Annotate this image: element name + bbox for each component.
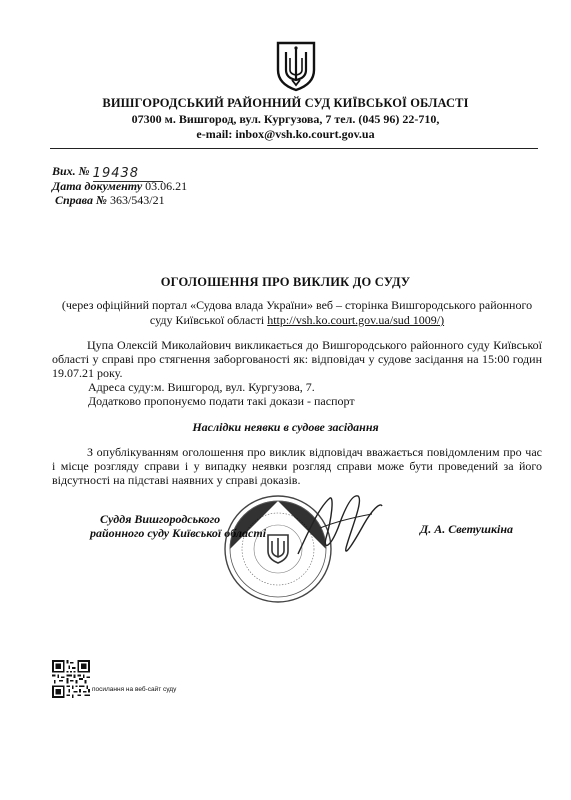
outgoing-number-row — [52, 164, 163, 180]
case-number-row — [55, 193, 165, 208]
consequences-title: Наслідки неявки в судове засідання — [192, 420, 379, 434]
document-date: 03.06.21 — [145, 179, 188, 193]
case-number-label: Справа № — [55, 193, 107, 207]
outgoing-number: 19438 — [92, 166, 140, 181]
handwritten-signature-icon — [290, 488, 390, 568]
trident-coat-of-arms-icon — [275, 40, 317, 92]
evidence-line: Додатково пропонуємо подати такі докази - паспорт — [88, 394, 355, 408]
header-divider — [50, 148, 538, 149]
document-date-label: Дата документу — [52, 179, 143, 193]
document-date-row — [52, 179, 187, 194]
portal-link[interactable]: http://vsh.ko.court.gov.ua/sud 1009/) — [267, 313, 445, 327]
case-number: 363/543/21 — [109, 193, 165, 207]
qr-caption: посилання на веб-сайт суду — [92, 686, 177, 693]
qr-code-icon[interactable] — [52, 660, 90, 698]
court-address: 07300 м. Вишгород, вул. Кургузова, 7 тел. (045 96) 22-710, — [131, 112, 440, 126]
judge-position-line2: районного суду Київської області — [90, 526, 267, 540]
notice-title: ОГОЛОШЕННЯ ПРО ВИКЛИК ДО СУДУ — [160, 275, 411, 289]
portal-text: (через офіційний портал «Судова влада України» веб – сторінка Вишгородського районного суду Київської області — [61, 298, 533, 327]
court-address-line: Адреса суду:м. Вишгород, вул. Кургузова, 7. — [88, 380, 315, 394]
court-email: e-mail: inbox@vsh.ko.court.gov.ua — [196, 127, 375, 141]
judge-name: Д. А. Светушкіна — [420, 522, 514, 536]
summons-paragraph: Цупа Олексій Миколайович викликається до Вишгородського районного суду Київської області у справі про стягнення заборгованості як: відповідач у судове засідання на 15:00 годин 19.07.21 року. — [52, 338, 542, 380]
court-name: ВИШГОРОДСЬКИЙ РАЙОННИЙ СУД КИЇВСЬКОЇ ОБЛАСТІ — [102, 96, 469, 110]
outgoing-number-label: Вих. № — [52, 164, 90, 178]
portal-note — [52, 298, 542, 328]
judge-position-line1: Суддя Вишгородського — [100, 512, 221, 526]
consequences-paragraph: З опублікуванням оголошення про виклик відповідач вважається повідомленим про час і місце розгляду справи і у випадку неявки розгляд справи може бути проведений за його відсутності на підставі наявних у справі доказів. — [52, 445, 542, 487]
